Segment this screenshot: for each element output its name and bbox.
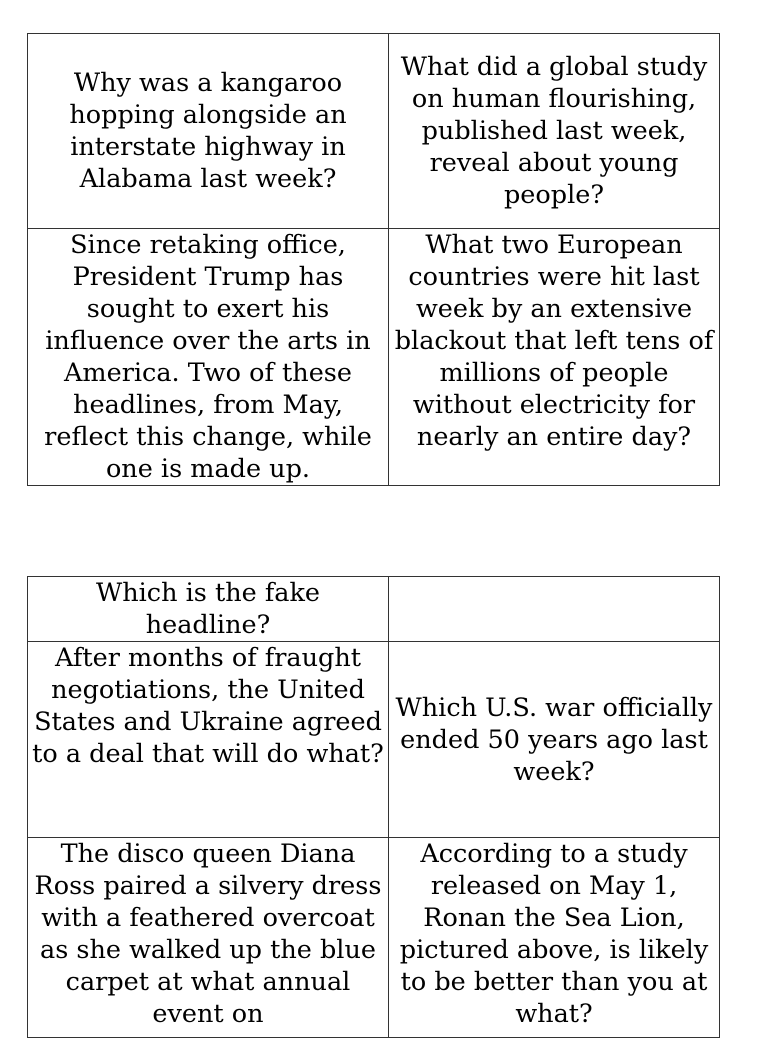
question-cell: Which U.S. war officially ended 50 years ago last week?	[389, 642, 720, 838]
question-cell: What two European countries were hit last week by an extensive blackout that left tens of millions of people without electricity for nearly an entire day?	[389, 229, 720, 486]
table-row	[28, 229, 720, 486]
table-row	[28, 838, 720, 1038]
question-cell: According to a study released on May 1, Ronan the Sea Lion, pictured above, is likely to be better than you at what?	[389, 838, 720, 1038]
table-row	[28, 34, 720, 229]
quiz-grid-bottom	[27, 576, 720, 1038]
question-cell: The disco queen Diana Ross paired a silvery dress with a feathered overcoat as she walked up the blue carpet at what annual event on	[28, 838, 389, 1038]
question-cell: After months of fraught negotiations, the United States and Ukraine agreed to a deal that will do what?	[28, 642, 389, 838]
question-cell: Since retaking office, President Trump has sought to exert his influence over the arts in America. Two of these headlines, from May, reflect this change, while one is made up.	[28, 229, 389, 486]
table-row	[28, 577, 720, 642]
question-cell: What did a global study on human flourishing, published last week, reveal about young people?	[389, 34, 720, 229]
table-row	[28, 642, 720, 838]
question-cell: Which is the fake headline?	[28, 577, 389, 642]
quiz-grid-top	[27, 33, 720, 486]
question-cell	[389, 577, 720, 642]
question-cell: Why was a kangaroo hopping alongside an interstate highway in Alabama last week?	[28, 34, 389, 229]
